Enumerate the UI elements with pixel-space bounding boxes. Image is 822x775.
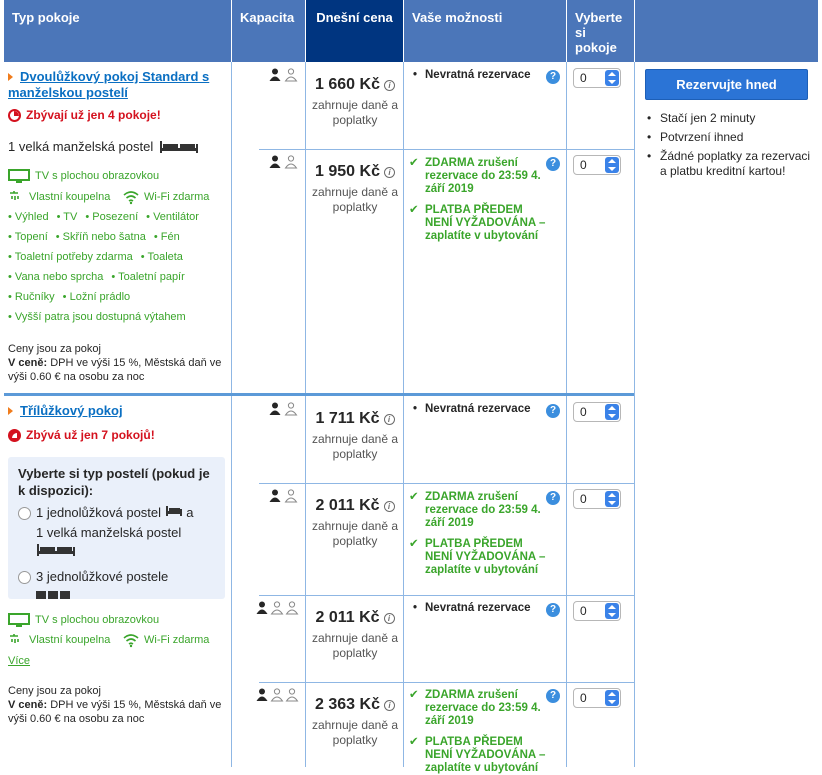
room-quantity-select[interactable]: 0 [573,402,621,422]
capacity-2-guests [269,402,299,416]
header-your-options: Vaše možnosti [404,0,566,62]
header-reserve [635,0,818,62]
check-icon: ✔ [409,491,419,503]
facility-row [8,291,130,303]
option-text: Nevratná rezervace [425,403,531,415]
capacity-3-guests [256,601,300,615]
reserve-now-button[interactable]: Rezervujte hned [645,69,808,100]
facility-bathroom [8,633,110,647]
facility-row [8,271,185,283]
facility-item: • Toaleta [141,251,183,263]
facility-item: • Skříň nebo šatna [56,231,146,243]
row-divider [259,483,634,484]
wifi-icon [123,190,139,204]
option-text: Nevratná rezervace [425,69,531,81]
facility-row [8,231,180,243]
person-icon [269,68,299,82]
info-icon[interactable]: i [384,613,395,624]
price-sub: zahrnuje daně a poplatky [311,631,399,660]
scarcity-notice [8,108,161,122]
bed-option-and: a [186,505,194,520]
reserve-perks [646,111,816,183]
capacity-2-guests [269,68,299,82]
room-quantity-select[interactable]: 0 [573,68,621,88]
option-nonrefundable: • Nevratná rezervace [413,602,543,615]
expand-arrow-icon [8,407,13,415]
bed-option-text: 1 velká manželská postel [36,525,182,540]
price-value: 2 363 Kč [315,696,380,713]
shower-icon [8,633,24,647]
scarcity-text: Zbývají už jen 4 pokoje! [26,108,161,122]
bed-type-chooser [8,457,225,599]
option-free-cancellation [409,689,544,728]
check-icon: ✔ [409,689,419,701]
check-icon: ✔ [409,736,419,748]
option-no-prepayment [409,736,549,774]
facility-item: • Toaletní papír [111,271,184,283]
room-title-double[interactable]: Dvoulůžkový pokoj Standard s manželskou postelí [8,69,210,100]
room-quantity-select[interactable]: 0 [573,489,621,509]
grid-line [566,62,567,767]
perk-item: • Potvrzení ihned [646,130,816,145]
help-icon[interactable]: ? [546,689,560,703]
wifi-icon [123,633,139,647]
facility-item: • Toaletní potřeby zdarma [8,251,133,263]
bed-choice-title: Vyberte si typ postelí (pokud je k dispozici): [18,466,210,498]
facility-item: • Výhled [8,211,49,223]
option-free-cancellation [409,157,544,196]
check-icon: ✔ [409,204,419,216]
help-icon[interactable]: ? [546,603,560,617]
select-arrows-icon[interactable] [605,157,619,173]
info-icon[interactable]: i [384,167,395,178]
facility-row [8,211,199,223]
prices-label: Ceny jsou za pokoj [8,685,101,697]
tv-icon [8,169,30,183]
header-select-rooms: Vyberte si pokoje [567,0,634,62]
person-icon [269,489,299,503]
clock-icon [8,109,21,122]
grid-line [231,62,232,767]
price-sub: zahrnuje daně a poplatky [311,185,399,214]
rate-price [305,163,405,215]
price-sub: zahrnuje daně a poplatky [311,718,399,747]
check-icon: ✔ [409,157,419,169]
info-icon[interactable]: i [384,80,395,91]
select-arrows-icon[interactable] [605,70,619,86]
option-no-prepayment [409,538,549,577]
row-divider [259,149,634,150]
option-text: ZDARMA zrušení rezervace do 23:59 4. září 2019 [425,689,541,727]
option-text: PLATBA PŘEDEM NENÍ VYŽADOVÁNA – zaplatíte v ubytování [425,204,546,242]
bed-info [8,139,199,154]
option-no-prepayment [409,204,549,243]
grid-line [634,62,635,767]
rate-price [305,609,405,661]
facility-text: Vlastní koupelna [29,191,111,203]
bed-option-2[interactable] [18,567,215,607]
room-title-triple[interactable]: Třílůžkový pokoj [20,403,123,418]
price-sub: zahrnuje daně a poplatky [311,432,399,461]
help-icon[interactable]: ? [546,157,560,171]
help-icon[interactable]: ? [546,404,560,418]
facility-item: • Topení [8,231,48,243]
person-icon [269,155,299,169]
option-text: PLATBA PŘEDEM NENÍ VYŽADOVÁNA – zaplatíte v ubytování [425,538,546,576]
check-icon: ✔ [409,538,419,550]
facility-item: • Vyšší patra jsou dostupná výtahem [8,311,186,323]
facility-text: TV s plochou obrazovkou [35,170,160,182]
clock-icon [8,429,21,442]
facility-text: TV s plochou obrazovkou [35,614,160,626]
option-text: ZDARMA zrušení rezervace do 23:59 4. září 2019 [425,491,541,529]
shower-icon [8,190,24,204]
facility-tv [8,169,159,183]
header-room-type: Typ pokoje [4,0,231,62]
facility-wifi [123,190,209,204]
facility-row [8,311,186,323]
header-capacity: Kapacita [232,0,305,62]
room-divider [4,393,634,396]
double-bed-icon [159,140,199,154]
more-facilities-link[interactable]: Více [8,655,31,667]
option-nonrefundable: • Nevratná rezervace [413,69,543,82]
facility-row [8,251,183,263]
info-icon[interactable]: i [384,501,395,512]
facility-item: • Ručníky [8,291,55,303]
option-text: ZDARMA zrušení rezervace do 23:59 4. září 2019 [425,157,541,195]
double-bed-icon [36,543,76,557]
perk-item: • Stačí jen 2 minuty [646,111,816,126]
facility-text: Wi-Fi zdarma [144,191,210,203]
room-quantity-select[interactable]: 0 [573,155,621,175]
rate-price [305,497,405,549]
bed-text: 1 velká manželská postel [8,139,154,154]
facility-item: • TV [57,211,78,223]
room-quantity-select[interactable]: 0 [573,688,621,708]
help-icon[interactable]: ? [546,491,560,505]
facility-item: • Ložní prádlo [63,291,130,303]
facility-text: Wi-Fi zdarma [144,634,210,646]
header-todays-price: Dnešní cena [306,0,403,62]
option-free-cancellation [409,491,544,530]
single-bed-icon [165,505,183,517]
facility-tv [8,613,159,627]
in-price-label: V ceně: [8,357,48,369]
option-text: Nevratná rezervace [425,602,531,614]
price-value: 1 711 Kč [315,410,380,427]
radio-button[interactable] [18,571,31,584]
room-quantity-select[interactable]: 0 [573,601,621,621]
price-note [8,684,223,726]
radio-button[interactable] [18,507,31,520]
help-icon[interactable]: ? [546,70,560,84]
bed-option-text: 1 jednolůžková postel [36,505,162,520]
person-icon [256,601,300,615]
rate-price [305,410,405,462]
scarcity-text: Zbývá už jen 7 pokojů! [26,428,155,442]
in-price-text: DPH ve výši 15 %, Městská daň ve výši 0.60 € na osobu za noc [8,357,222,383]
select-arrows-icon[interactable] [605,404,619,420]
scarcity-notice [8,428,155,442]
row-divider [259,595,634,596]
three-single-beds-icon [36,589,72,601]
capacity-2-guests [269,489,299,503]
price-value: 2 011 Kč [315,497,380,514]
rate-price [305,696,405,748]
bed-option-1[interactable] [18,503,215,563]
price-sub: zahrnuje daně a poplatky [311,519,399,548]
price-note [8,342,223,384]
person-icon [256,688,300,702]
facility-item: • Fén [154,231,180,243]
option-text: PLATBA PŘEDEM NENÍ VYŽADOVÁNA – zaplatíte v ubytování [425,736,546,774]
capacity-2-guests [269,155,299,169]
price-value: 1 950 Kč [315,163,380,180]
prices-label: Ceny jsou za pokoj [8,343,101,355]
price-sub: zahrnuje daně a poplatky [311,98,399,127]
perk-item: • Žádné poplatky za rezervaci a platbu kreditní kartou! [646,149,816,179]
price-value: 2 011 Kč [315,609,380,626]
in-price-text: DPH ve výši 15 %, Městská daň ve výši 0.60 € na osobu za noc [8,699,222,725]
select-arrows-icon[interactable] [605,491,619,507]
facility-item: • Ventilátor [146,211,199,223]
facility-wifi [123,633,209,647]
row-divider [259,682,634,683]
facility-item: • Posezení [85,211,138,223]
bed-option-text: 3 jednolůžkové postele [36,569,169,584]
facility-text: Vlastní koupelna [29,634,111,646]
info-icon[interactable]: i [384,414,395,425]
rate-price [305,76,405,128]
option-nonrefundable: • Nevratná rezervace [413,403,543,416]
facility-item: • Vana nebo sprcha [8,271,103,283]
info-icon[interactable]: i [384,700,395,711]
select-arrows-icon[interactable] [605,690,619,706]
person-icon [269,402,299,416]
tv-icon [8,613,30,627]
facility-bathroom [8,190,110,204]
capacity-3-guests [256,688,300,702]
in-price-label: V ceně: [8,699,48,711]
select-arrows-icon[interactable] [605,603,619,619]
price-value: 1 660 Kč [315,76,380,93]
